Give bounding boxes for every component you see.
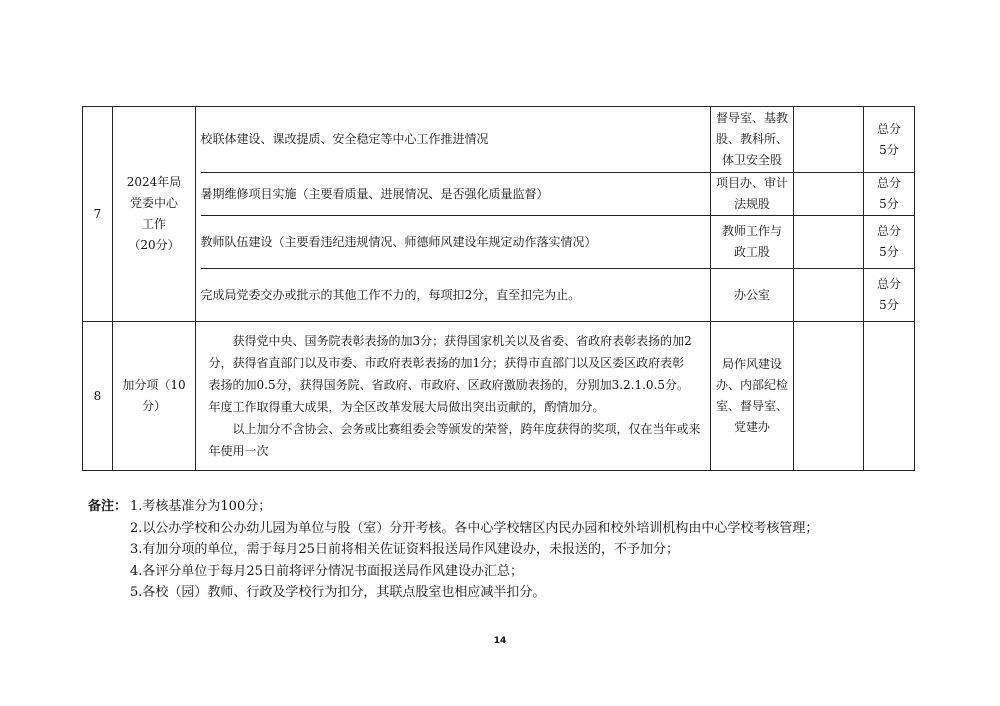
score-line: 总分 <box>876 121 901 136</box>
note-item: 5.各校（园）教师、行政及学校行为扣分，其联点股室也相应减半扣分。 <box>130 585 546 600</box>
empty-cell <box>794 107 864 173</box>
bonus-content <box>201 322 711 471</box>
table-row <box>83 216 915 269</box>
note-row <box>88 539 938 561</box>
score-line: 5分 <box>879 245 899 259</box>
category-line: 党委中心 <box>129 196 178 210</box>
score-line: 5分 <box>879 298 899 312</box>
score-line: 总分 <box>876 277 901 291</box>
table-row <box>83 269 915 322</box>
dept-line: 办公室 <box>733 287 770 302</box>
dept-line: 法规股 <box>733 197 770 211</box>
dept-cell <box>711 173 794 216</box>
dept-line: 局作风建设 <box>721 357 782 371</box>
note-item: 1.考核基准分为100分； <box>130 499 272 514</box>
dept-line: 督导室、基教 <box>715 111 788 125</box>
dept-line: 体卫安全股 <box>721 153 782 167</box>
dept-line: 项目办、审计 <box>715 176 788 190</box>
category-line: （20分） <box>128 238 180 252</box>
category-line: 加分项（10 <box>122 378 186 392</box>
notes-section <box>88 496 938 604</box>
item-content: 校联体建设、课改提质、安全稳定等中心工作推进情况 <box>201 107 711 173</box>
note-indent <box>88 539 130 561</box>
dept-line: 室、督导室、 <box>715 399 788 413</box>
item-content: 完成局党委交办或批示的其他工作不力的，每项扣2分，直至扣完为止。 <box>201 269 711 322</box>
dept-cell <box>711 107 794 173</box>
category-line: 2024年局 <box>126 175 182 189</box>
score-line: 总分 <box>876 224 901 238</box>
category-line: 工作 <box>141 217 166 231</box>
dept-line: 政工股 <box>733 245 770 259</box>
table-row <box>83 322 915 471</box>
score-cell <box>864 269 915 322</box>
dept-line: 股、教科所、 <box>715 132 788 146</box>
content-line: 获得党中央、国务院表彰表扬的加3分；获得国家机关以及省委、省政府表彰表扬的加2 <box>232 334 692 348</box>
score-cell <box>864 216 915 269</box>
note-row <box>88 496 938 518</box>
empty-cell <box>794 173 864 216</box>
empty-cell <box>794 322 864 471</box>
item-content: 教师队伍建设（主要看违纪违规情况、师德师风建设年规定动作落实情况） <box>201 216 711 269</box>
dept-cell <box>711 216 794 269</box>
table-row <box>83 173 915 216</box>
item-content: 暑期维修项目实施（主要看质量、进展情况、是否强化质量监督） <box>201 173 711 216</box>
note-row <box>88 582 938 604</box>
score-line: 总分 <box>876 176 901 190</box>
note-row <box>88 561 938 583</box>
category-line: 分） <box>141 399 166 413</box>
content-line: 以上加分不含协会、会务或比赛组委会等颁发的荣誉，跨年度获得的奖项，仅在当年或来 <box>232 422 701 436</box>
score-line: 5分 <box>879 197 899 211</box>
score-cell <box>864 173 915 216</box>
dept-cell <box>711 269 794 322</box>
empty-cell <box>864 322 915 471</box>
content-line: 年使用一次 <box>208 444 269 458</box>
note-indent <box>88 561 130 583</box>
empty-cell <box>794 216 864 269</box>
dept-line: 教师工作与 <box>721 224 782 238</box>
content-line: 表扬的加0.5分，获得国务院、省政府、市政府、区政府激励表扬的，分别加3.2.1.0.5分。 <box>208 378 690 392</box>
row-number: 8 <box>83 322 113 471</box>
dept-line: 党建办 <box>733 420 770 434</box>
category-cell <box>113 107 196 322</box>
score-line: 5分 <box>879 142 899 157</box>
category-cell <box>113 322 196 471</box>
page-number: 14 <box>493 636 507 646</box>
content-line: 年度工作取得重大成果，为全区改革发展大局做出突出贡献的，酌情加分。 <box>208 400 605 414</box>
dept-line: 办、内部纪检 <box>715 378 788 392</box>
note-indent <box>88 518 130 540</box>
note-item: 4.各评分单位于每月25日前将评分情况书面报送局作风建设办汇总； <box>130 563 523 579</box>
note-item: 3.有加分项的单位，需于每月25日前将相关佐证资料报送局作风建设办，未报送的，不予加分； <box>130 542 679 557</box>
empty-cell <box>794 269 864 322</box>
assessment-table <box>82 106 915 471</box>
notes-label: 备注： <box>88 499 128 514</box>
content-line: 分，获得省直部门以及市委、市政府表彰表扬的加1分；获得市直部门以及区委区政府表彰 <box>208 356 685 370</box>
score-cell <box>864 107 915 173</box>
row-number: 7 <box>83 107 113 322</box>
note-indent <box>88 582 130 604</box>
note-row <box>88 518 938 540</box>
table-row <box>83 107 915 173</box>
note-item: 2.以公办学校和公办幼儿园为单位与股（室）分开考核。各中心学校辖区内民办园和校外培训机构由中心学校考核管理； <box>130 520 819 536</box>
dept-cell <box>711 322 794 471</box>
